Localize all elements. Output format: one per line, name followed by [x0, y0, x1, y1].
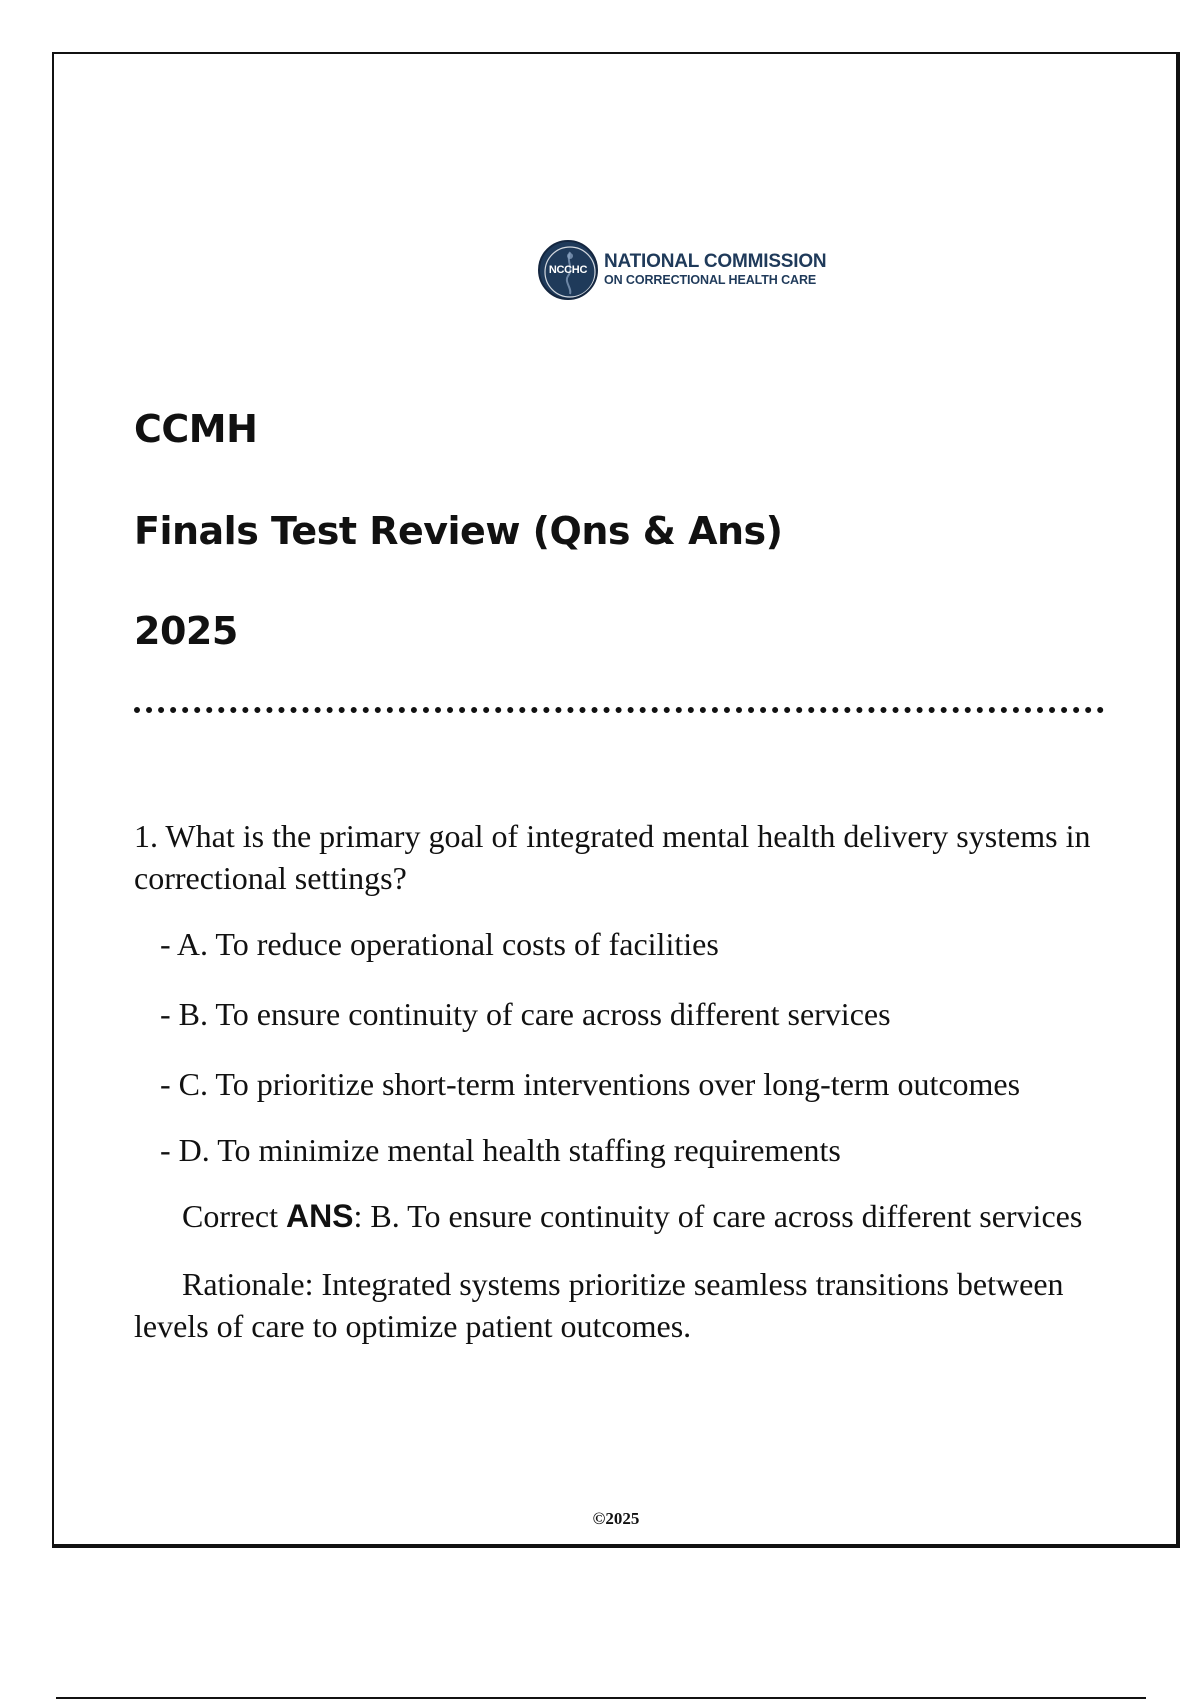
ncchc-logo	[538, 240, 826, 300]
question-text: 1. What is the primary goal of integrated mental health delivery systems in correctional settings?	[134, 818, 1091, 896]
organization-name-line1: NATIONAL COMMISSION	[604, 251, 827, 273]
correct-answer-label: ANS	[285, 1198, 354, 1234]
correct-answer-prefix: Correct	[182, 1198, 286, 1234]
seal-text: NCCHC	[548, 264, 588, 276]
organization-name-line2: ON CORRECTIONAL HEALTH CARE	[604, 273, 817, 288]
rationale: Rationale: Integrated systems prioritize seamless transitions between levels of care to optimize patient outcomes.	[134, 1266, 1064, 1344]
option-a: - A. To reduce operational costs of facilities	[160, 926, 719, 962]
correct-answer	[134, 1195, 1094, 1237]
question-block	[134, 815, 1094, 1347]
copyright-footer: ©2025	[592, 1509, 640, 1528]
document-title-year: 2025	[134, 609, 238, 653]
ncchc-seal-icon	[538, 240, 598, 300]
organization-name	[604, 252, 826, 287]
document-title-subtitle: Finals Test Review (Qns & Ans)	[134, 509, 783, 553]
dotted-divider	[134, 707, 1104, 713]
option-b: - B. To ensure continuity of care across different services	[160, 996, 891, 1032]
option-c: - C. To prioritize short-term interventions over long-term outcomes	[160, 1066, 1021, 1102]
document-title-ccmh: CCMH	[134, 407, 258, 451]
bottom-rule	[56, 1697, 1146, 1699]
correct-answer-text: : B. To ensure continuity of care across different services	[353, 1198, 1083, 1234]
option-d: - D. To minimize mental health staffing requirements	[160, 1132, 841, 1168]
